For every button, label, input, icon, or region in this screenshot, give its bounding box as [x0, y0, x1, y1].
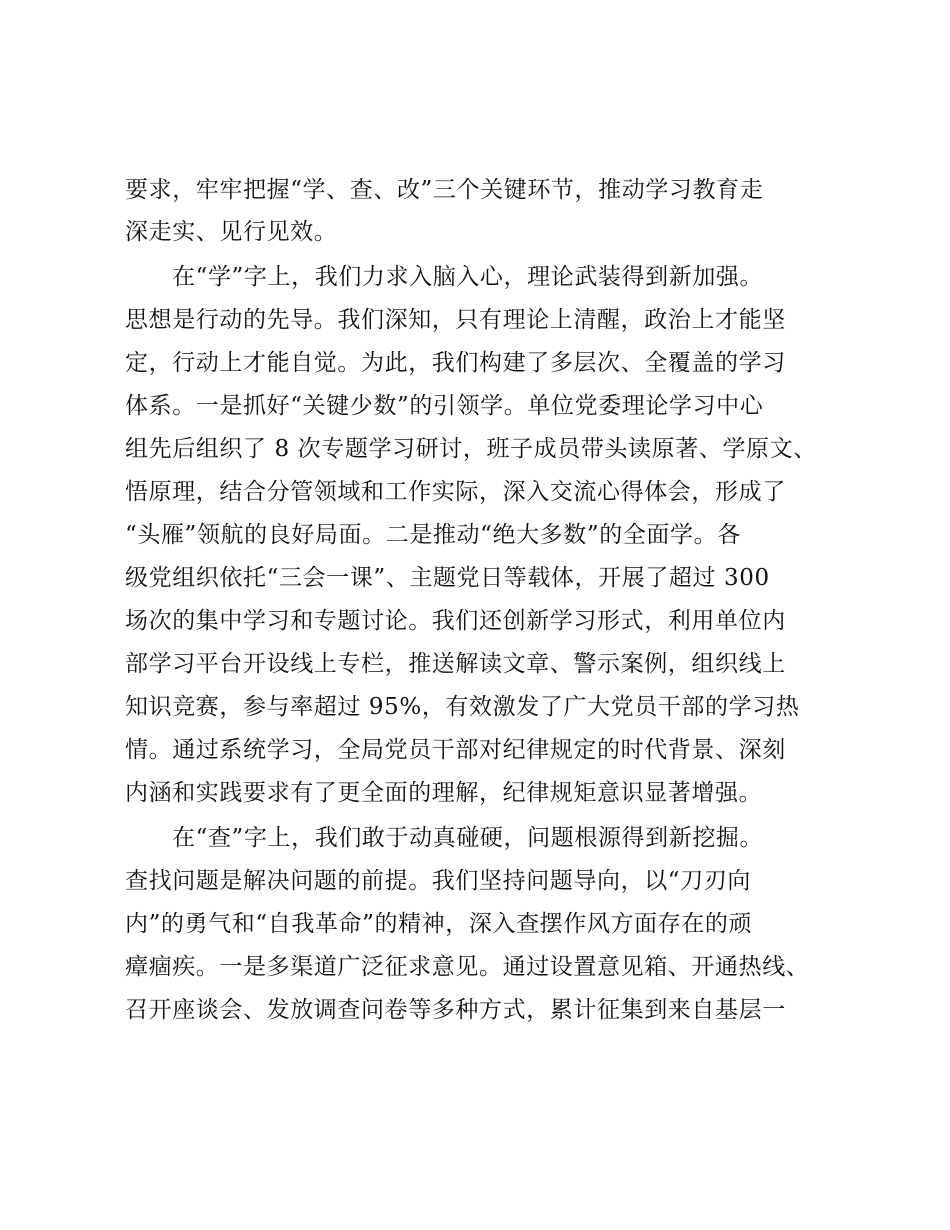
text-line: 组先后组织了 8 次专题学习研讨，班子成员带头读原著、学原文、: [125, 436, 817, 462]
text-line: 情。通过系统学习，全局党员干部对纪律规定的时代背景、深刻: [125, 737, 786, 763]
text-line: 瘴痼疾。一是多渠道广泛征求意见。通过设置意见箱、开通热线、: [125, 954, 810, 980]
paragraph-start-line: 在“学”字上，我们力求入脑入心，理论武装得到新加强。: [172, 264, 764, 290]
text-line: 场次的集中学习和专题讨论。我们还创新学习形式，利用单位内: [125, 608, 786, 634]
text-line: 召开座谈会、发放调查问卷等多种方式，累计征集到来自基层一: [125, 997, 786, 1023]
text-line: 内”的勇气和“自我革命”的精神，深入查摆作风方面存在的顽: [125, 911, 753, 937]
text-line: 定，行动上才能自觉。为此，我们构建了多层次、全覆盖的学习: [125, 350, 786, 376]
text-line: 体系。一是抓好“关键少数”的引领学。单位党委理论学习中心: [125, 393, 764, 419]
text-line: “头雁”领航的良好局面。二是推动“绝大多数”的全面学。各: [125, 522, 741, 548]
text-line: 悟原理，结合分管领域和工作实际，深入交流心得体会，形成了: [125, 479, 786, 505]
text-line: 部学习平台开设线上专栏，推送解读文章、警示案例，组织线上: [125, 651, 786, 677]
text-line: 思想是行动的先导。我们深知，只有理论上清醒，政治上才能坚: [125, 307, 786, 333]
text-line: 要求，牢牢把握“学、查、改”三个关键环节，推动学习教育走: [125, 177, 764, 203]
paragraph-start-line: 在“查”字上，我们敢于动真碰硬，问题根源得到新挖掘。: [172, 825, 764, 851]
text-line: 级党组织依托“三会一课”、主题党日等载体，开展了超过 300: [125, 565, 770, 591]
text-line: 深走实、见行见效。: [125, 219, 338, 245]
text-line: 知识竞赛，参与率超过 95%，有效激发了广大党员干部的学习热: [125, 694, 800, 720]
text-line: 内涵和实践要求有了更全面的理解，纪律规矩意识显著增强。: [125, 780, 763, 806]
text-line: 查找问题是解决问题的前提。我们坚持问题导向，以“刀刃向: [125, 868, 751, 894]
